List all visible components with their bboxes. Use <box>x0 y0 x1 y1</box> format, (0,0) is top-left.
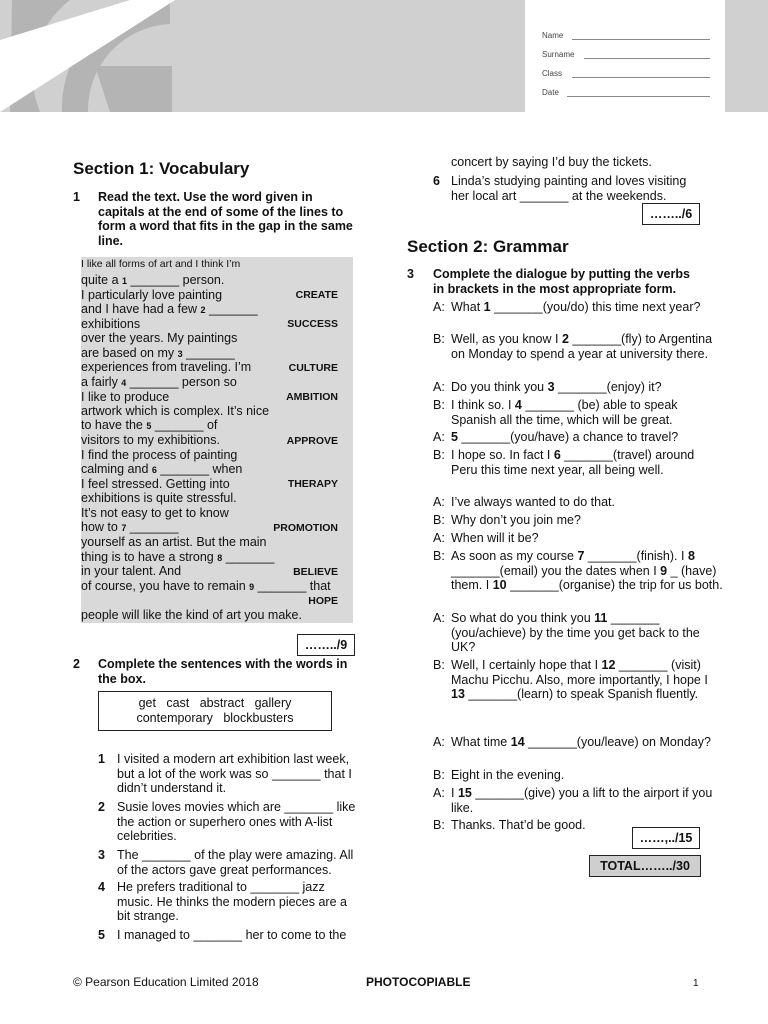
gap-number: 13 <box>451 687 465 702</box>
speaker-label: B: <box>433 818 445 832</box>
gap-number: 11 <box>594 611 608 625</box>
dialogue-line <box>433 513 723 528</box>
gap-number: 14 <box>510 735 525 749</box>
dialogue-line <box>433 658 723 702</box>
speaker-label: B: <box>433 658 445 672</box>
ex2-item6-text: Linda’s studying painting and loves visiting her local art _______ at the weekends. <box>451 174 687 203</box>
section1-title: Section 1: Vocabulary <box>73 159 250 178</box>
reading-text-line: of course, you have to remain 9 _______ that <box>81 579 331 593</box>
reading-text-line: I like all forms of art and I think I’m <box>81 258 241 270</box>
dialogue-text: As soon as my course 7 _______(finish). I 8 _______(email) you the dates when I 9 _ (have) them. I 10 _______(organise) the trip for us both. <box>451 549 723 593</box>
gap-number: 3 <box>547 380 555 394</box>
capital-word: BELIEVE <box>293 566 338 578</box>
reading-text-line: how to 7 _______ <box>81 520 179 534</box>
dialogue-text: I 15 _______(give) you a lift to the airport if you like. <box>451 786 713 815</box>
ex2-item <box>98 752 358 800</box>
reading-text-line: It’s not easy to get to know <box>81 506 229 520</box>
ex3-score-box: ……,../15 <box>632 827 700 849</box>
dialogue-line <box>433 448 723 477</box>
ex2-item-number: 3 <box>98 848 105 862</box>
ex1-instruction: Read the text. Use the word given in capitals at the end of some of the lines to form a word that fits in the gap in the same line. <box>98 190 353 248</box>
reading-text-line: visitors to my exhibitions. <box>81 433 220 447</box>
speaker-label: A: <box>433 611 445 625</box>
word-box-line2: contemporary blockbusters <box>136 711 294 725</box>
speaker-label: B: <box>433 513 445 527</box>
ex2-item6-number: 6 <box>433 174 440 188</box>
reading-text-line: artwork which is complex. It’s nice <box>81 404 270 418</box>
name-field[interactable] <box>542 28 710 42</box>
gap-number: 5 <box>146 421 152 431</box>
name-label: Name <box>542 31 564 40</box>
gap-number: 2 <box>561 332 569 346</box>
speaker-label: B: <box>433 398 445 412</box>
dialogue-line <box>433 332 723 361</box>
dialogue-line <box>433 611 723 655</box>
dialogue-text: Why don’t you join me? <box>451 513 581 527</box>
reading-text-line: exhibitions is quite stressful. <box>81 491 237 505</box>
dialogue-line <box>433 495 723 510</box>
reading-text-line: calming and 6 _______ when <box>81 462 243 476</box>
speaker-label: A: <box>433 495 445 509</box>
dialogue-line <box>433 786 723 815</box>
surname-line <box>584 58 710 59</box>
gap-number: 12 <box>601 658 616 672</box>
dialogue-text: Eight in the evening. <box>451 768 565 782</box>
capital-word: APPROVE <box>286 435 338 447</box>
dialogue-text: I hope so. In fact I 6 _______(travel) around Peru this time next year, all being well. <box>451 448 695 477</box>
ex2-item-number: 4 <box>98 880 105 894</box>
photocopiable-label: PHOTOCOPIABLE <box>366 975 471 989</box>
gap-number: 4 <box>121 378 127 388</box>
dialogue-text: Thanks. That’d be good. <box>451 818 586 832</box>
gap-number: 8 <box>217 553 223 563</box>
dialogue-line <box>433 768 723 783</box>
date-line <box>567 96 710 97</box>
gap-number: 15 <box>457 786 472 800</box>
gap-number: 9 <box>249 582 255 592</box>
gap-number: 5 <box>451 430 458 444</box>
reading-text-line: thing is to have a strong 8 _______ <box>81 550 275 564</box>
ex2-item <box>98 880 358 928</box>
gap-number: 7 <box>121 523 127 533</box>
name-line <box>572 39 710 40</box>
g-logo-graphic <box>0 0 240 112</box>
speaker-label: A: <box>433 380 445 394</box>
reading-text-line: in your talent. And <box>81 564 182 578</box>
class-line <box>572 77 710 78</box>
class-label: Class <box>542 69 563 78</box>
dialogue-text: So what do you think you 11 _______ (you/achieve) by the time you get back to the UK? <box>451 611 700 655</box>
ex1-number: 1 <box>73 190 80 204</box>
ex2-item-text: The _______ of the play were amazing. All of the actors gave great performances. <box>117 848 354 877</box>
dialogue-line <box>433 531 723 546</box>
capital-word: SUCCESS <box>287 318 338 330</box>
capital-word: PROMOTION <box>273 522 338 534</box>
surname-field[interactable] <box>542 47 710 61</box>
dialogue-text: Well, as you know I 2 _______(fly) to Argentina on Monday to spend a year at university there. <box>451 332 713 361</box>
ex2-items <box>98 752 358 946</box>
dialogue-text: I think so. I 4 _______ (be) able to speak Spanish all the time, which will be great. <box>451 398 678 427</box>
copyright-text: © Pearson Education Limited 2018 <box>73 975 259 989</box>
ex2-instruction: Complete the sentences with the words in the box. <box>98 657 348 686</box>
ex3-instruction: Complete the dialogue by putting the verbs in brackets in the most appropriate form. <box>433 267 690 296</box>
page-number: 1 <box>693 978 699 989</box>
dialogue-text: Do you think you 3 _______(enjoy) it? <box>451 380 662 394</box>
speaker-label: A: <box>433 300 445 314</box>
reading-text-line: over the years. My paintings <box>81 331 238 345</box>
reading-text-line: I find the process of painting <box>81 448 238 462</box>
dialogue-text: I’ve always wanted to do that. <box>451 495 615 509</box>
capital-word: THERAPY <box>287 478 338 490</box>
word-box <box>98 691 332 731</box>
dialogue-text: Well, I certainly hope that I 12 _______ (visit) Machu Picchu. Also, more importantly, I hope I 13 _______(learn) to speak Spanish fluently. <box>451 658 708 702</box>
ex2-item <box>98 800 358 848</box>
speaker-label: B: <box>433 549 445 563</box>
reading-text-line: to have the 5 _______ of <box>81 418 218 432</box>
ex2-item-number: 1 <box>98 752 105 766</box>
logo-bar <box>95 66 172 112</box>
gap-number: 9 <box>660 563 668 578</box>
gap-number: 3 <box>177 349 183 359</box>
capital-word: CREATE <box>295 289 338 301</box>
ex2-item-text: I visited a modern art exhibition last week, but a lot of the work was so _______ that I didn’t understand it. <box>117 752 352 796</box>
speaker-label: B: <box>433 332 445 346</box>
section2-title: Section 2: Grammar <box>407 237 569 256</box>
dialogue-text: What time 14 _______(you/leave) on Monday? <box>451 735 711 749</box>
gap-number: 6 <box>151 465 157 475</box>
reading-text-line: exhibitions <box>81 317 141 331</box>
reading-text-line: I feel stressed. Getting into <box>81 477 230 491</box>
ex2-item <box>98 928 358 946</box>
date-label: Date <box>542 88 559 97</box>
dialogue-line <box>433 398 723 427</box>
speaker-label: B: <box>433 768 445 782</box>
ex2-item-text: Susie loves movies which are _______ like the action or superhero ones with A-list celebrities. <box>117 800 356 844</box>
gap-number: 6 <box>553 448 561 462</box>
gap-number: 7 <box>577 549 585 563</box>
surname-label: Surname <box>542 50 575 59</box>
capital-word: AMBITION <box>286 391 338 403</box>
reading-text-line: yourself as an artist. But the main <box>81 535 267 549</box>
ex3-number: 3 <box>407 267 414 281</box>
gap-number: 4 <box>514 398 522 412</box>
dialogue-text: What 1 _______(you/do) this time next year? <box>451 300 701 314</box>
gap-number: 8 <box>687 549 695 563</box>
ex2-item5-continuation: concert by saying I’d buy the tickets. <box>451 155 652 169</box>
ex2-item-text: I managed to _______ her to come to the <box>117 928 347 942</box>
dialogue-line <box>433 380 723 395</box>
dialogue-text: When will it be? <box>451 531 539 545</box>
ex2-number: 2 <box>73 657 80 671</box>
gap-number: 1 <box>483 300 491 314</box>
word-box-line1: get cast abstract gallery <box>138 696 292 710</box>
class-field[interactable] <box>542 66 710 80</box>
reading-text-line: I particularly love painting <box>81 288 223 302</box>
gap-number: 1 <box>122 276 128 286</box>
student-info-box <box>525 0 725 112</box>
ex1-score-box: ……../9 <box>297 634 355 656</box>
capital-word: HOPE <box>308 595 338 607</box>
dialogue-line <box>433 300 723 315</box>
gap-number: 2 <box>200 305 206 315</box>
gap-number: 10 <box>492 578 507 593</box>
ex2-item-text: He prefers traditional to _______ jazz music. He thinks the modern pieces are a bit strange. <box>117 880 347 924</box>
ex2-item-number: 5 <box>98 928 105 942</box>
dialogue-line <box>433 549 723 593</box>
capital-word: CULTURE <box>288 362 338 374</box>
dialogue-line <box>433 430 723 445</box>
dialogue-text: 5 _______(you/have) a chance to travel? <box>451 430 679 444</box>
reading-text-line: people will like the kind of art you make. <box>81 608 302 622</box>
reading-text-line: a fairly 4 _______ person so <box>81 375 237 389</box>
ex2-item <box>98 848 358 880</box>
reading-text-line: quite a 1 _______ person. <box>81 273 225 287</box>
speaker-label: A: <box>433 531 445 545</box>
speaker-label: A: <box>433 735 445 749</box>
reading-text-line: experiences from traveling. I’m <box>81 360 252 374</box>
date-field[interactable] <box>542 85 710 99</box>
speaker-label: B: <box>433 448 445 462</box>
reading-text-line: and I have had a few 2 _______ <box>81 302 258 316</box>
total-score-box: TOTAL……../30 <box>589 855 701 877</box>
speaker-label: A: <box>433 430 445 444</box>
reading-text-line: are based on my 3 _______ <box>81 346 235 360</box>
reading-text-line: I like to produce <box>81 390 170 404</box>
dialogue-line <box>433 735 723 750</box>
ex2-score-box: ……../6 <box>642 203 700 225</box>
speaker-label: A: <box>433 786 445 800</box>
ex2-item-number: 2 <box>98 800 105 814</box>
